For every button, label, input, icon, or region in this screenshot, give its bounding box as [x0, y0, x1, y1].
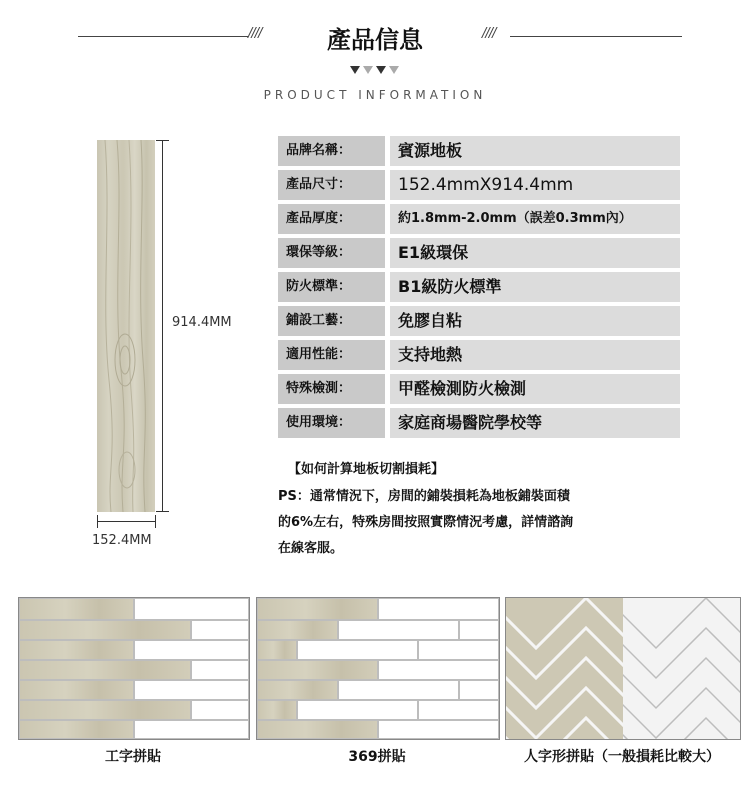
loss-note-heading: 【如何計算地板切割損耗】	[288, 462, 445, 477]
pattern-herringbone-image	[505, 597, 741, 740]
spec-row-environment	[278, 408, 680, 438]
width-dimension-line	[97, 521, 155, 522]
spec-row-fire-standard	[278, 272, 680, 302]
spec-value: 免膠自粘	[390, 306, 680, 336]
spec-key: 產品尺寸：	[278, 170, 385, 200]
spec-key: 特殊檢測：	[278, 374, 385, 404]
spec-row-eco-grade	[278, 238, 680, 268]
decorative-triangles-icon	[350, 64, 410, 76]
spec-value: 支持地熱	[390, 340, 680, 370]
spec-key: 防火標準：	[278, 272, 385, 302]
spec-key: 適用性能：	[278, 340, 385, 370]
spec-row-testing	[278, 374, 680, 404]
spec-value: 約1.8mm-2.0mm（誤差0.3mm內）	[390, 204, 680, 234]
plank-image	[97, 140, 155, 512]
header-left-slashes: ////	[248, 26, 262, 41]
spec-key: 使用環境：	[278, 408, 385, 438]
page-subtitle: PRODUCT INFORMATION	[263, 88, 487, 102]
spec-row-installation	[278, 306, 680, 336]
pattern-i-shape-caption: 工字拼貼	[105, 749, 161, 765]
spec-key: 產品厚度：	[278, 204, 385, 234]
spec-key: 品牌名稱：	[278, 136, 385, 166]
page-title: 產品信息	[327, 26, 423, 54]
spec-value: 152.4mmX914.4mm	[390, 170, 680, 200]
loss-note-line-3: 在線客服。	[278, 541, 344, 556]
pattern-i-shape-image	[18, 597, 250, 740]
height-dimension-line	[162, 140, 163, 512]
spec-value: B1級防火標準	[390, 272, 680, 302]
spec-key: 環保等級：	[278, 238, 385, 268]
pattern-369-image	[256, 597, 500, 740]
loss-note-line-1: PS：通常情況下，房間的鋪裝損耗為地板鋪裝面積	[278, 489, 570, 504]
spec-value: 賓源地板	[390, 136, 680, 166]
header-right-rule	[510, 36, 682, 37]
height-dimension-tick-bottom	[156, 511, 169, 512]
width-dimension-tick-right	[155, 515, 156, 528]
spec-row-performance	[278, 340, 680, 370]
width-dimension-tick-left	[97, 515, 98, 528]
spec-row-thickness	[278, 204, 680, 234]
pattern-herringbone-caption: 人字形拼貼（一般損耗比較大）	[524, 749, 720, 765]
spec-value: E1級環保	[390, 238, 680, 268]
loss-note-line-2: 的6%左右，特殊房間按照實際情況考慮，詳情諮詢	[278, 515, 574, 530]
header-right-slashes: ////	[482, 26, 496, 41]
height-dimension-label: 914.4MM	[172, 315, 232, 330]
spec-row-size	[278, 170, 680, 200]
spec-row-brand	[278, 136, 680, 166]
spec-value: 家庭商場醫院學校等	[390, 408, 680, 438]
spec-value: 甲醛檢測防火檢測	[390, 374, 680, 404]
width-dimension-label: 152.4MM	[92, 533, 152, 548]
pattern-369-caption: 369拼貼	[348, 749, 406, 765]
height-dimension-tick-top	[156, 140, 169, 141]
spec-key: 鋪設工藝：	[278, 306, 385, 336]
